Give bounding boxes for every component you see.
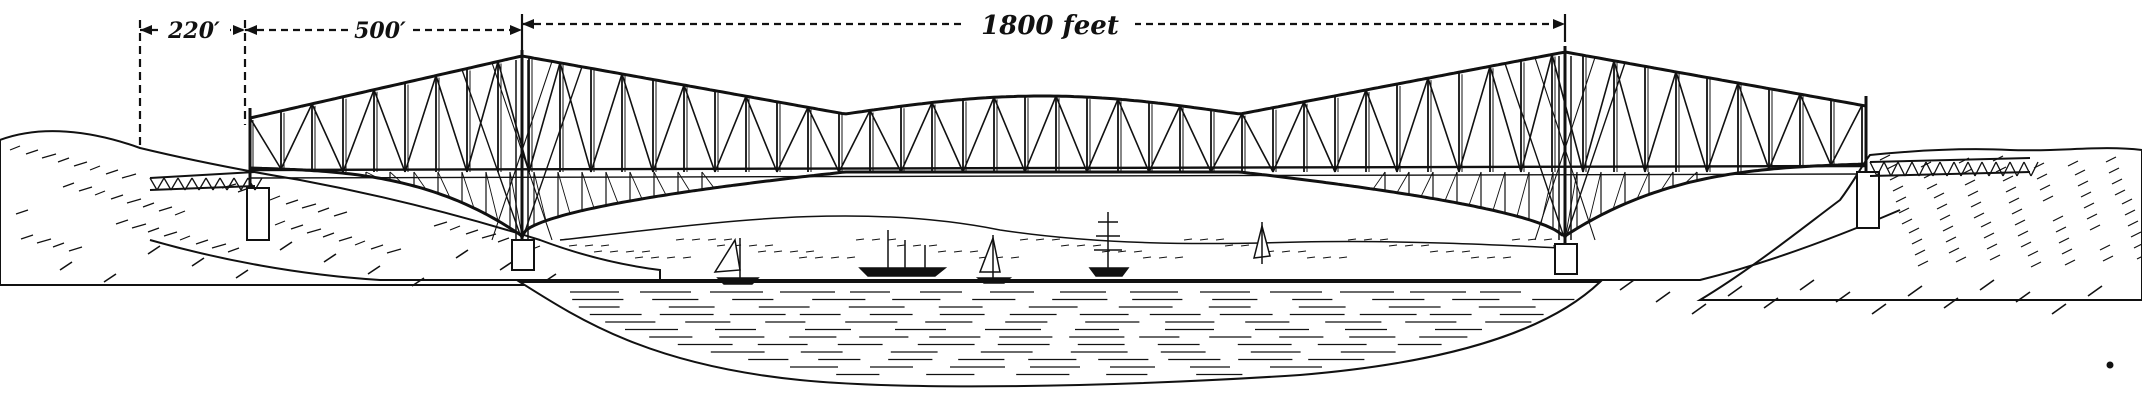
right-anchor-pier: [1857, 172, 1879, 228]
far-shore: [560, 216, 1561, 258]
right-main-pier: [1555, 244, 1577, 274]
sailboat-1: [715, 238, 758, 284]
tall-ship: [1090, 212, 1128, 276]
sailboat-2: [978, 235, 1010, 283]
bridge-truss: [250, 46, 1866, 245]
left-anchor-pier: [247, 188, 269, 240]
dim-1800-label: 1800 feet: [981, 11, 1119, 41]
river: [520, 282, 1600, 386]
left-main-pier: [512, 240, 534, 270]
dim-220-label: 220′: [168, 18, 220, 44]
ink-dot: [2107, 362, 2114, 369]
left-hill: [0, 131, 660, 285]
steamer: [860, 230, 945, 276]
dim-500-label: 500′: [354, 18, 406, 44]
